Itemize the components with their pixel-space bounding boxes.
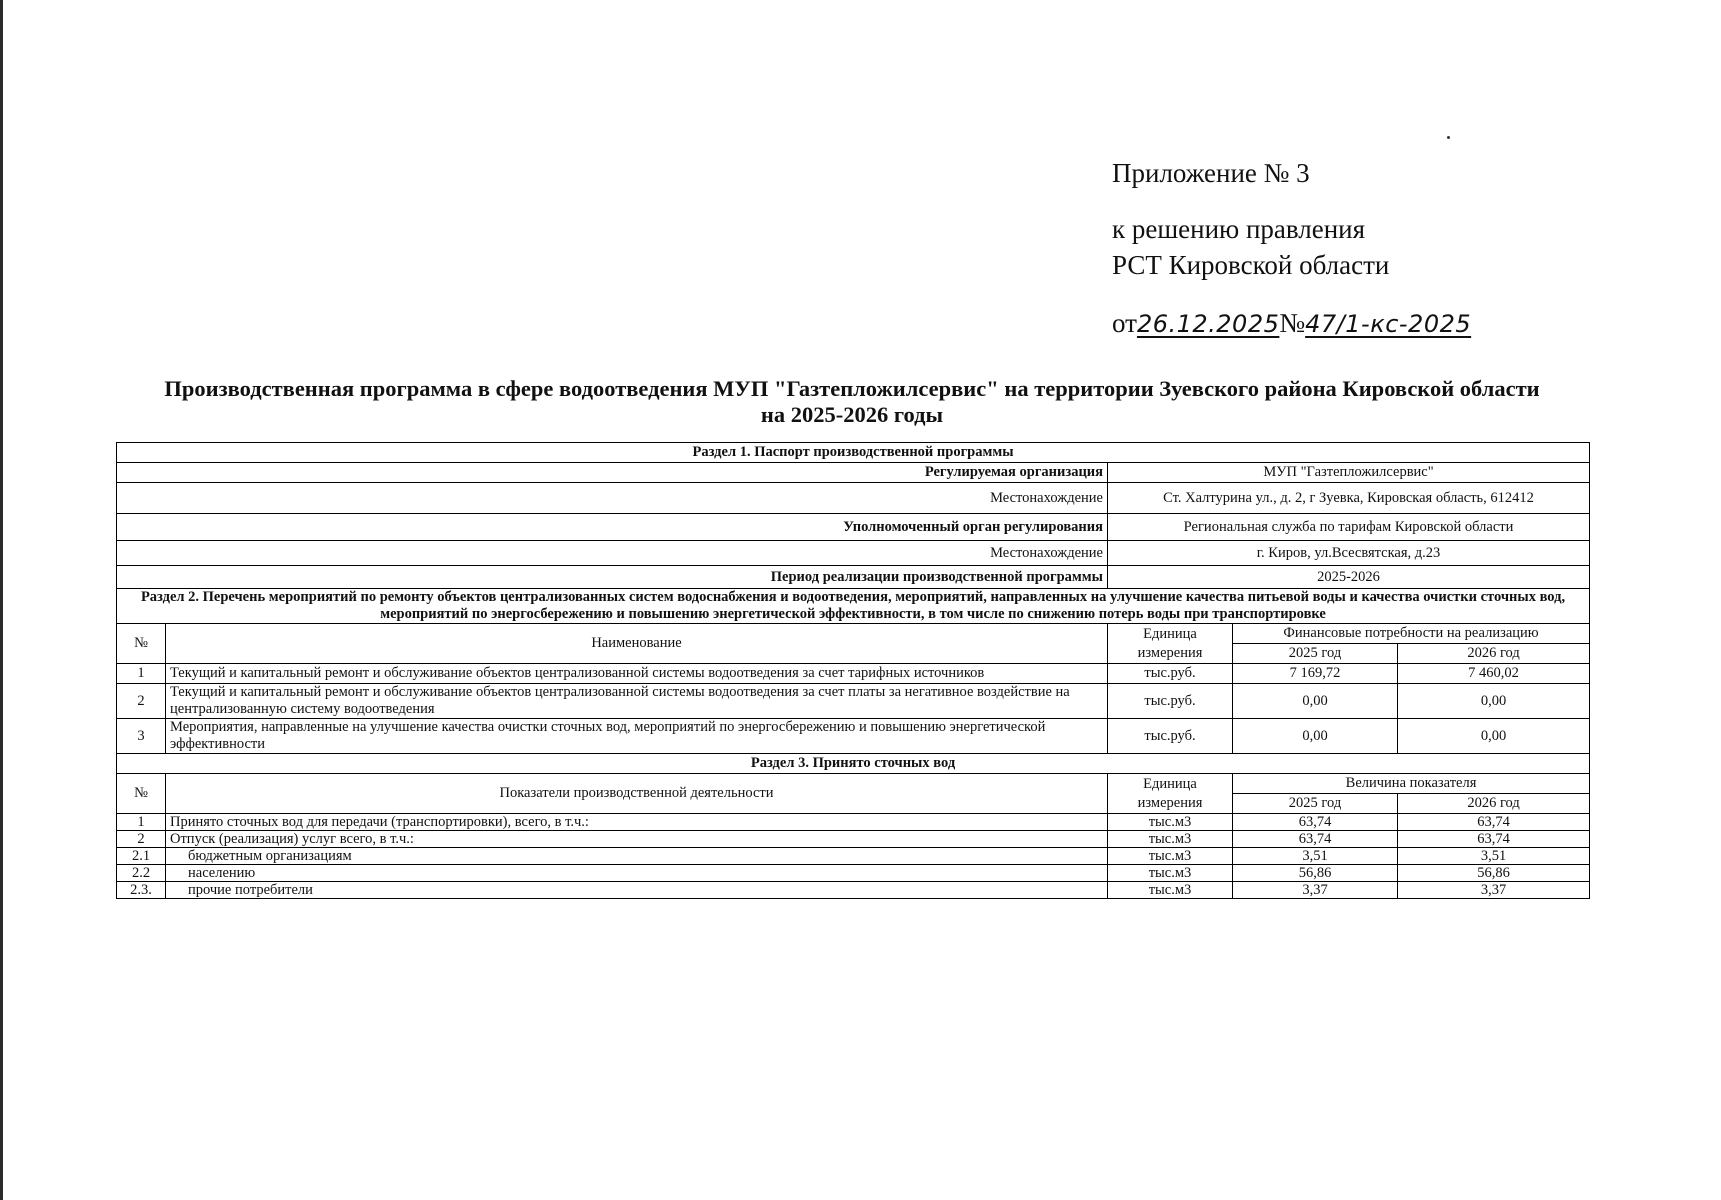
passport-row-org [117, 463, 1590, 483]
indicator-no: 1 [117, 814, 166, 831]
indicator-unit: тыс.м3 [1108, 865, 1233, 882]
indicator-unit: тыс.м3 [1108, 848, 1233, 865]
passport-label: Период реализации производственной программы [117, 566, 1108, 589]
indicator-row-2 [117, 831, 1590, 848]
section1-heading-row [117, 443, 1590, 463]
measure-name: Текущий и капитальный ремонт и обслуживание объектов централизованной системы водоотведения за счет платы за негативное воздействие на централизованную систему водоотведения [166, 684, 1108, 719]
indicator-unit: тыс.м3 [1108, 814, 1233, 831]
indicator-name: Принято сточных вод для передачи (транспортировки), всего, в т.ч.: [166, 814, 1108, 831]
measure-no: 1 [117, 664, 166, 684]
indicator-2025: 63,74 [1233, 814, 1398, 831]
indicator-2025: 3,37 [1233, 882, 1398, 899]
scan-dot [1447, 136, 1450, 139]
section2-header-row [117, 624, 1590, 644]
document-title [114, 376, 1590, 428]
measure-no: 3 [117, 719, 166, 754]
col-unit-header: Единица измерения [1108, 774, 1233, 814]
indicator-unit: тыс.м3 [1108, 831, 1233, 848]
indicator-name: прочие потребители [166, 882, 1108, 899]
appendix-authority: РСТ Кировской области [1112, 250, 1390, 280]
indicator-2026: 63,74 [1398, 814, 1590, 831]
indicator-unit: тыс.м3 [1108, 882, 1233, 899]
measure-row-3 [117, 719, 1590, 754]
col-fin-header: Финансовые потребности на реализацию [1233, 624, 1590, 644]
passport-row-org-location [117, 483, 1590, 514]
section2-heading: Раздел 2. Перечень мероприятий по ремонту объектов централизованных систем водоснабжения и водоотведения, мероприятий, направленных на улучшение качества питьевой воды и качества очистки сточных вод, мероприятий по энергосбережению и повышению энергетической эффективности, в том числе по снижению потерь воды при транспортировке [117, 589, 1590, 624]
measure-name: Текущий и капитальный ремонт и обслуживание объектов централизованной системы водоотведения за счет тарифных источников [166, 664, 1108, 684]
measure-unit: тыс.руб. [1108, 719, 1233, 754]
passport-row-regulator-location [117, 541, 1590, 566]
title-line-1: Производственная программа в сфере водоотведения МУП "Газтепложилсервис" на территории Зуевского района Кировской области [164, 376, 1540, 401]
passport-value: Региональная служба по тарифам Кировской области [1108, 514, 1590, 541]
decision-date: 26.12.2025 [1136, 310, 1280, 338]
scan-edge [0, 0, 3, 1200]
indicator-2025: 56,86 [1233, 865, 1398, 882]
measure-2026: 0,00 [1398, 684, 1590, 719]
col-2025-header: 2025 год [1233, 794, 1398, 814]
indicator-2025: 63,74 [1233, 831, 1398, 848]
indicator-row-1 [117, 814, 1590, 831]
passport-label: Местонахождение [117, 483, 1108, 514]
indicator-no: 2.1 [117, 848, 166, 865]
indicator-row-2-2 [117, 865, 1590, 882]
number-label: № [1279, 308, 1306, 338]
indicator-2026: 63,74 [1398, 831, 1590, 848]
indicator-2026: 3,37 [1398, 882, 1590, 899]
measure-2025: 7 169,72 [1233, 664, 1398, 684]
section3-header-row [117, 774, 1590, 794]
passport-label: Регулируемая организация [117, 463, 1108, 483]
measure-name: Мероприятия, направленные на улучшение качества очистки сточных вод, мероприятий по энергосбережению и повышению энергетической эффективности [166, 719, 1108, 754]
measure-no: 2 [117, 684, 166, 719]
decision-number: 47/1-кс-2025 [1305, 310, 1472, 338]
col-no-header: № [117, 774, 166, 814]
section1-heading: Раздел 1. Паспорт производственной программы [117, 443, 1590, 463]
measure-2025: 0,00 [1233, 719, 1398, 754]
col-no-header: № [117, 624, 166, 664]
indicator-no: 2.3. [117, 882, 166, 899]
section2-heading-row [117, 589, 1590, 624]
measure-2025: 0,00 [1233, 684, 1398, 719]
indicator-2026: 56,86 [1398, 865, 1590, 882]
indicator-2025: 3,51 [1233, 848, 1398, 865]
indicator-no: 2 [117, 831, 166, 848]
measure-unit: тыс.руб. [1108, 684, 1233, 719]
passport-value: г. Киров, ул.Всесвятская, д.23 [1108, 541, 1590, 566]
col-unit-header: Единица измерения [1108, 624, 1233, 664]
passport-row-period [117, 566, 1590, 589]
passport-value: МУП "Газтепложилсервис" [1108, 463, 1590, 483]
from-label: от [1112, 308, 1137, 338]
indicator-no: 2.2 [117, 865, 166, 882]
measure-unit: тыс.руб. [1108, 664, 1233, 684]
measure-2026: 0,00 [1398, 719, 1590, 754]
appendix-number: Приложение № 3 [1112, 158, 1310, 188]
section3-heading: Раздел 3. Принято сточных вод [117, 754, 1590, 774]
passport-value: Ст. Халтурина ул., д. 2, г Зуевка, Кировская область, 612412 [1108, 483, 1590, 514]
decision-reference [1112, 305, 1471, 342]
col-2025-header: 2025 год [1233, 644, 1398, 664]
indicator-name: Отпуск (реализация) услуг всего, в т.ч.: [166, 831, 1108, 848]
indicator-name: бюджетным организациям [166, 848, 1108, 865]
measure-2026: 7 460,02 [1398, 664, 1590, 684]
indicator-row-2-3 [117, 882, 1590, 899]
measure-row-2 [117, 684, 1590, 719]
section3-heading-row [117, 754, 1590, 774]
appendix-decision: к решению правления [1112, 214, 1366, 244]
indicator-row-2-1 [117, 848, 1590, 865]
title-line-2: на 2025-2026 годы [760, 402, 944, 427]
measure-row-1 [117, 664, 1590, 684]
appendix-block [1112, 155, 1471, 342]
col-name-header: Наименование [166, 624, 1108, 664]
col-indicator-header: Показатели производственной деятельности [166, 774, 1108, 814]
passport-row-regulator [117, 514, 1590, 541]
indicator-2026: 3,51 [1398, 848, 1590, 865]
col-2026-header: 2026 год [1398, 644, 1590, 664]
passport-value: 2025-2026 [1108, 566, 1590, 589]
col-2026-header: 2026 год [1398, 794, 1590, 814]
passport-label: Уполномоченный орган регулирования [117, 514, 1108, 541]
col-value-header: Величина показателя [1233, 774, 1590, 794]
indicator-name: населению [166, 865, 1108, 882]
program-table [116, 442, 1590, 899]
passport-label: Местонахождение [117, 541, 1108, 566]
